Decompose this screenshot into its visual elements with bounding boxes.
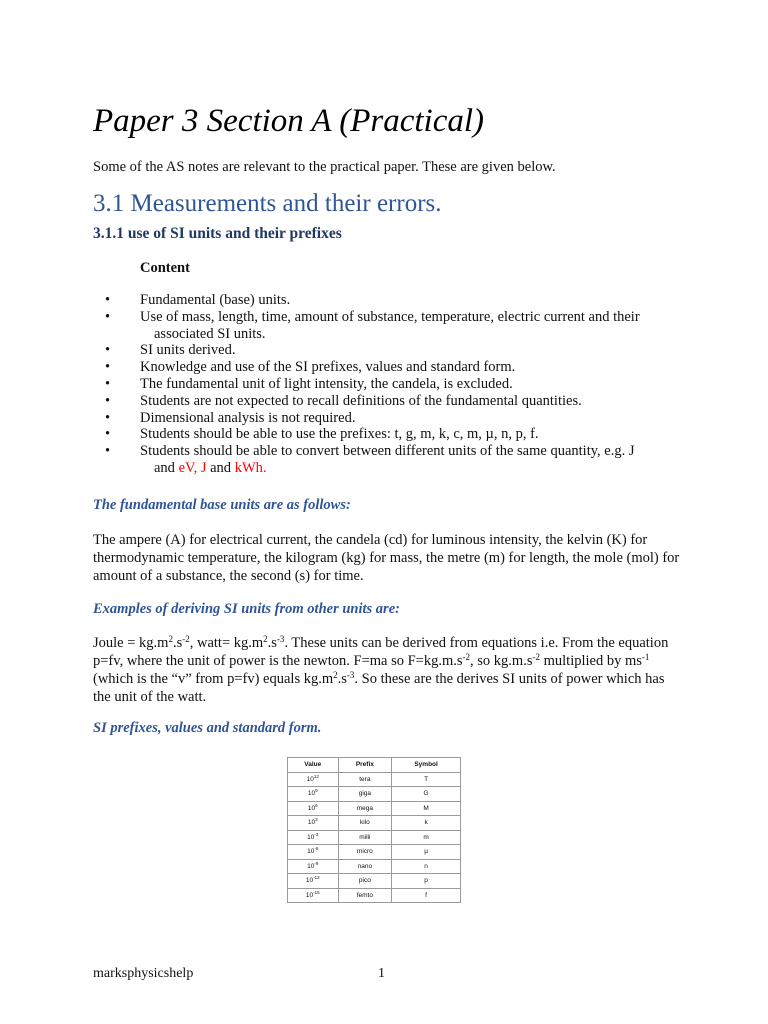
list-item: • Students are not expected to recall definitions of the fundamental quantities. bbox=[105, 392, 582, 409]
list-item: • Students should be able to convert between different units of the same quantity, e.g. J and eV, J and kWh. bbox=[105, 443, 635, 476]
list-item: • Knowledge and use of the SI prefixes, values and standard form. bbox=[105, 359, 516, 376]
value-cell: $10^{-12}$ bbox=[288, 874, 339, 889]
symbol-cell: f bbox=[392, 888, 461, 903]
content-label: Content bbox=[140, 260, 190, 276]
list-item: • The fundamental unit of light intensity, the candela, is excluded. bbox=[105, 375, 513, 392]
bullet-glyph: • bbox=[105, 359, 111, 376]
bullet-glyph: • bbox=[105, 443, 111, 460]
prefix-cell: giga bbox=[338, 787, 392, 802]
list-item: • Dimensional analysis is not required. bbox=[105, 409, 356, 426]
column-header-prefix: Prefix bbox=[338, 758, 392, 773]
highlight-kwh: kWh bbox=[234, 459, 263, 476]
bullet-glyph: • bbox=[105, 342, 111, 359]
table-row bbox=[288, 845, 461, 860]
examples-heading: Examples of deriving SI units from other units are: bbox=[93, 601, 400, 617]
table-row bbox=[288, 830, 461, 845]
symbol-cell: p bbox=[392, 874, 461, 889]
table-row bbox=[288, 859, 461, 874]
symbol-cell: n bbox=[392, 859, 461, 874]
base-units-heading: The fundamental base units are as follows: bbox=[93, 497, 351, 513]
prefix-cell: mega bbox=[338, 801, 392, 816]
prefix-cell: milli bbox=[338, 830, 392, 845]
list-item: • SI units derived. bbox=[105, 342, 236, 359]
table-header-row bbox=[288, 758, 461, 773]
page-number: 1 bbox=[378, 966, 385, 981]
table-row bbox=[288, 816, 461, 831]
bullet-glyph: • bbox=[105, 392, 111, 409]
highlight-ev-j: eV, J bbox=[178, 459, 207, 476]
list-item: • Fundamental (base) units. bbox=[105, 292, 291, 308]
table-row bbox=[288, 874, 461, 889]
content-bullet-list bbox=[105, 292, 705, 477]
value-cell: $10^3$ bbox=[288, 816, 339, 831]
value-cell: $10^{12}$ bbox=[288, 772, 339, 787]
prefix-cell: nano bbox=[338, 859, 392, 874]
prefix-cell: pico bbox=[338, 874, 392, 889]
symbol-cell: m bbox=[392, 830, 461, 845]
symbol-cell: k bbox=[392, 816, 461, 831]
value-cell: $10^9$ bbox=[288, 787, 339, 802]
bullet-glyph: • bbox=[105, 426, 111, 443]
column-header-value: Value bbox=[288, 758, 339, 773]
bullet-glyph: • bbox=[105, 409, 111, 426]
bullet-glyph: • bbox=[105, 375, 111, 392]
section-heading: 3.1 Measurements and their errors. bbox=[93, 190, 442, 217]
prefix-cell: micro bbox=[338, 845, 392, 860]
table-row bbox=[288, 772, 461, 787]
value-cell: $10^{-15}$ bbox=[288, 888, 339, 903]
examples-paragraph: Joule = $kg.m^2.s^{-2}$, watt= $kg.m^2.s^{-3}$. These units can be derived from equations i.e. From the equation p=fv, where the unit of power is the newton. F=ma so $F=kg.m.s^{-2}$, so $kg.m.s^{-2}$ multiplied by $ms^{-1}$ (which is the “v” from p=fv) equals $kg.m^2.s^{-3}$. So these are the derives SI units of power which has the unit of the watt. bbox=[93, 634, 669, 705]
base-units-paragraph: The ampere (A) for electrical current, the candela (cd) for luminous intensity, the kelvin (K) for thermodynamic temperature, the kilogram (kg) for mass, the metre (m) for length, the mole (mol) for amount of a substance, the second (s) for time. bbox=[93, 532, 680, 584]
value-cell: $10^{-6}$ bbox=[288, 845, 339, 860]
prefix-cell: kilo bbox=[338, 816, 392, 831]
column-header-symbol: Symbol bbox=[392, 758, 461, 773]
bullet-glyph: • bbox=[105, 292, 111, 308]
symbol-cell: µ bbox=[392, 845, 461, 860]
list-item: • Students should be able to use the prefixes: t, g, m, k, c, m, µ, n, p, f. bbox=[105, 426, 539, 443]
table-row bbox=[288, 801, 461, 816]
intro-text: Some of the AS notes are relevant to the practical paper. These are given below. bbox=[93, 159, 556, 175]
bullet-glyph: • bbox=[105, 308, 111, 325]
value-cell: $10^{-9}$ bbox=[288, 859, 339, 874]
value-cell: $10^{-3}$ bbox=[288, 830, 339, 845]
prefix-cell: femto bbox=[338, 888, 392, 903]
value-cell: $10^6$ bbox=[288, 801, 339, 816]
table-row bbox=[288, 787, 461, 802]
prefix-cell: tera bbox=[338, 772, 392, 787]
symbol-cell: G bbox=[392, 787, 461, 802]
page-title: Paper 3 Section A (Practical) bbox=[93, 103, 485, 139]
prefixes-heading: SI prefixes, values and standard form. bbox=[93, 720, 322, 736]
footer-author: marksphysicshelp bbox=[93, 966, 194, 981]
symbol-cell: T bbox=[392, 772, 461, 787]
subsection-heading: 3.1.1 use of SI units and their prefixes bbox=[93, 225, 342, 242]
table-row bbox=[288, 888, 461, 903]
symbol-cell: M bbox=[392, 801, 461, 816]
list-item: • Use of mass, length, time, amount of substance, temperature, electric current and their associated SI units. bbox=[105, 308, 640, 342]
si-prefix-table bbox=[287, 757, 461, 903]
